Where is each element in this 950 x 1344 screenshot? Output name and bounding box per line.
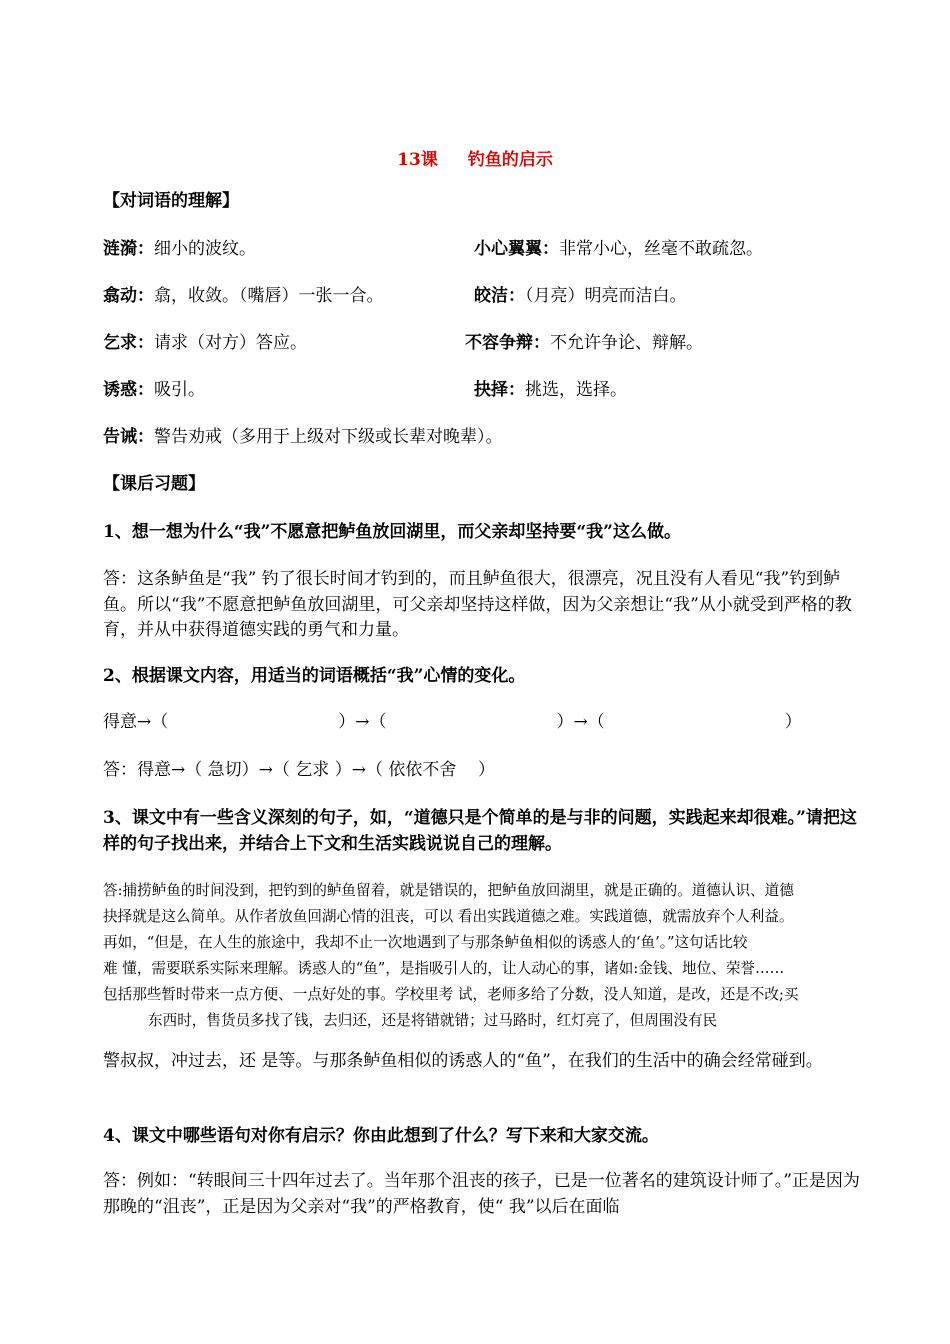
vocab-def: 挑选，选择。 (525, 380, 627, 400)
page-title (0, 145, 950, 170)
answer-arrow: ）→（ (334, 760, 383, 780)
answer-close: ） (478, 760, 495, 780)
question-4: 4、课文中哪些语句对你有启示？你由此想到了什么？写下来和大家交流。 (103, 1126, 659, 1146)
vocab-def: 请求（对方）答应。 (154, 333, 307, 353)
vocab-item (103, 332, 307, 354)
blank-separator: ）→（ (338, 712, 387, 732)
answer-arrow: ）→（ (241, 760, 290, 780)
answer-3-line: 包括那些暂时带来一点方便、一点好处的事。学校里考 试，老师多给了分数，没人知道，是改，还是不改;买 (103, 986, 799, 1003)
vocab-def: 翕，收敛。（嘴唇）一张一合。 (154, 286, 384, 306)
section-heading-vocabulary: 【对词语的理解】 (103, 191, 239, 211)
vocab-def: 细小的波纹。 (154, 239, 256, 259)
vocab-term: 不容争辩： (465, 333, 550, 353)
question-1: 1、想一想为什么“我”不愿意把鲈鱼放回湖里，而父亲却坚持要“我”这么做。 (103, 522, 681, 542)
blank-separator: ）→（ (556, 712, 605, 732)
section-heading-exercises: 【课后习题】 (103, 474, 205, 494)
vocab-term: 乞求： (103, 333, 154, 353)
answer-4: 答：例如：“转眼间三十四年过去了。当年那个沮丧的孩子，已是一位著名的建筑设计师了。”正是因为那晚的“沮丧”，正是因为父亲对“我”的严格教育，使“ 我”以后在面临 (103, 1171, 860, 1217)
lesson-name: 钓鱼的启示 (467, 150, 553, 170)
answer-word-2: 乞求 (295, 760, 330, 780)
vocab-def: （月亮）明亮而洁白。 (525, 286, 687, 306)
vocab-term: 抉择： (474, 380, 525, 400)
vocab-item (474, 285, 687, 307)
vocab-term: 告诫： (103, 427, 154, 447)
answer-word-1: 急切 (207, 760, 242, 780)
vocab-term: 涟漪： (103, 239, 154, 259)
question-3: 3、课文中有一些含义深刻的句子，如，“道德只是个简单的是与非的问题，实践起来却很难。”请把这样的句子找出来，并结合上下文和生活实践说说自己的理解。 (103, 808, 857, 854)
answer-1: 答：这条鲈鱼是“我” 钓了很长时间才钓到的，而且鲈鱼很大，很漂亮，况且没有人看见“我”钓到鲈鱼。所以“我”不愿意把鲈鱼放回湖里，可父亲却坚持这样做，因为父亲想让“我”从小就受到严格的教育，并从中获得道德实践的勇气和力量。 (103, 569, 852, 640)
answer-3-line: 难 懂，需要联系实际来理解。诱惑人的“鱼”，是指吸引人的，让人动心的事，诸如:金钱、地位、荣誉…… (103, 960, 785, 977)
vocab-def: 吸引。 (154, 380, 205, 400)
answer-prefix: 答：得意→（ (103, 760, 203, 780)
fill-in-blank (103, 711, 802, 733)
vocab-def: 不允许争论、辩解。 (550, 333, 703, 353)
answer-3-tail: 警叔叔，冲过去，还 是等。与那条鲈鱼相似的诱惑人的“鱼”，在我们的生活中的确会经常碰到。 (103, 1051, 823, 1071)
vocab-item (474, 238, 763, 260)
lesson-number: 13课 (397, 150, 438, 170)
answer-2 (103, 759, 495, 781)
answer-3-line-indented: 东西时，售货员多找了钱，去归还，还是将错就错；过马路时，红灯亮了，但周围没有民 (148, 1012, 718, 1029)
answer-3-line: 答:捕捞鲈鱼的时间没到，把钓到的鲈鱼留着，就是错误的，把鲈鱼放回湖里，就是正确的。道德认识、道德 (103, 882, 794, 899)
vocab-term: 诱惑： (103, 380, 154, 400)
vocab-item (465, 332, 703, 354)
vocab-def: 非常小心，丝毫不敢疏忽。 (559, 239, 763, 259)
blank-suffix: ） (784, 712, 802, 732)
vocab-item (103, 238, 256, 260)
vocab-item (474, 379, 627, 401)
vocab-item (103, 285, 384, 307)
blank-prefix: 得意→（ (103, 712, 169, 732)
vocab-item (103, 379, 205, 401)
vocab-term: 皎洁： (474, 286, 525, 306)
vocab-term: 翕动： (103, 286, 154, 306)
question-2: 2、根据课文内容，用适当的词语概括“我”心情的变化。 (103, 666, 526, 686)
answer-3-line: 抉择就是这么简单。从作者放鱼回湖心情的沮丧，可以 看出实践道德之难。实践道德，就需放弃个人利益。 (103, 908, 794, 925)
answer-word-3: 依依不舍 (388, 760, 457, 780)
answer-3-line: 再如，“但是，在人生的旅途中，我却不止一次地遇到了与那条鲈鱼相似的诱惑人的‘鱼’。”这句话比较 (103, 934, 748, 951)
vocab-item (103, 426, 503, 448)
vocab-term: 小心翼翼： (474, 239, 559, 259)
vocab-def: 警告劝戒（多用于上级对下级或长辈对晚辈）。 (154, 427, 503, 447)
